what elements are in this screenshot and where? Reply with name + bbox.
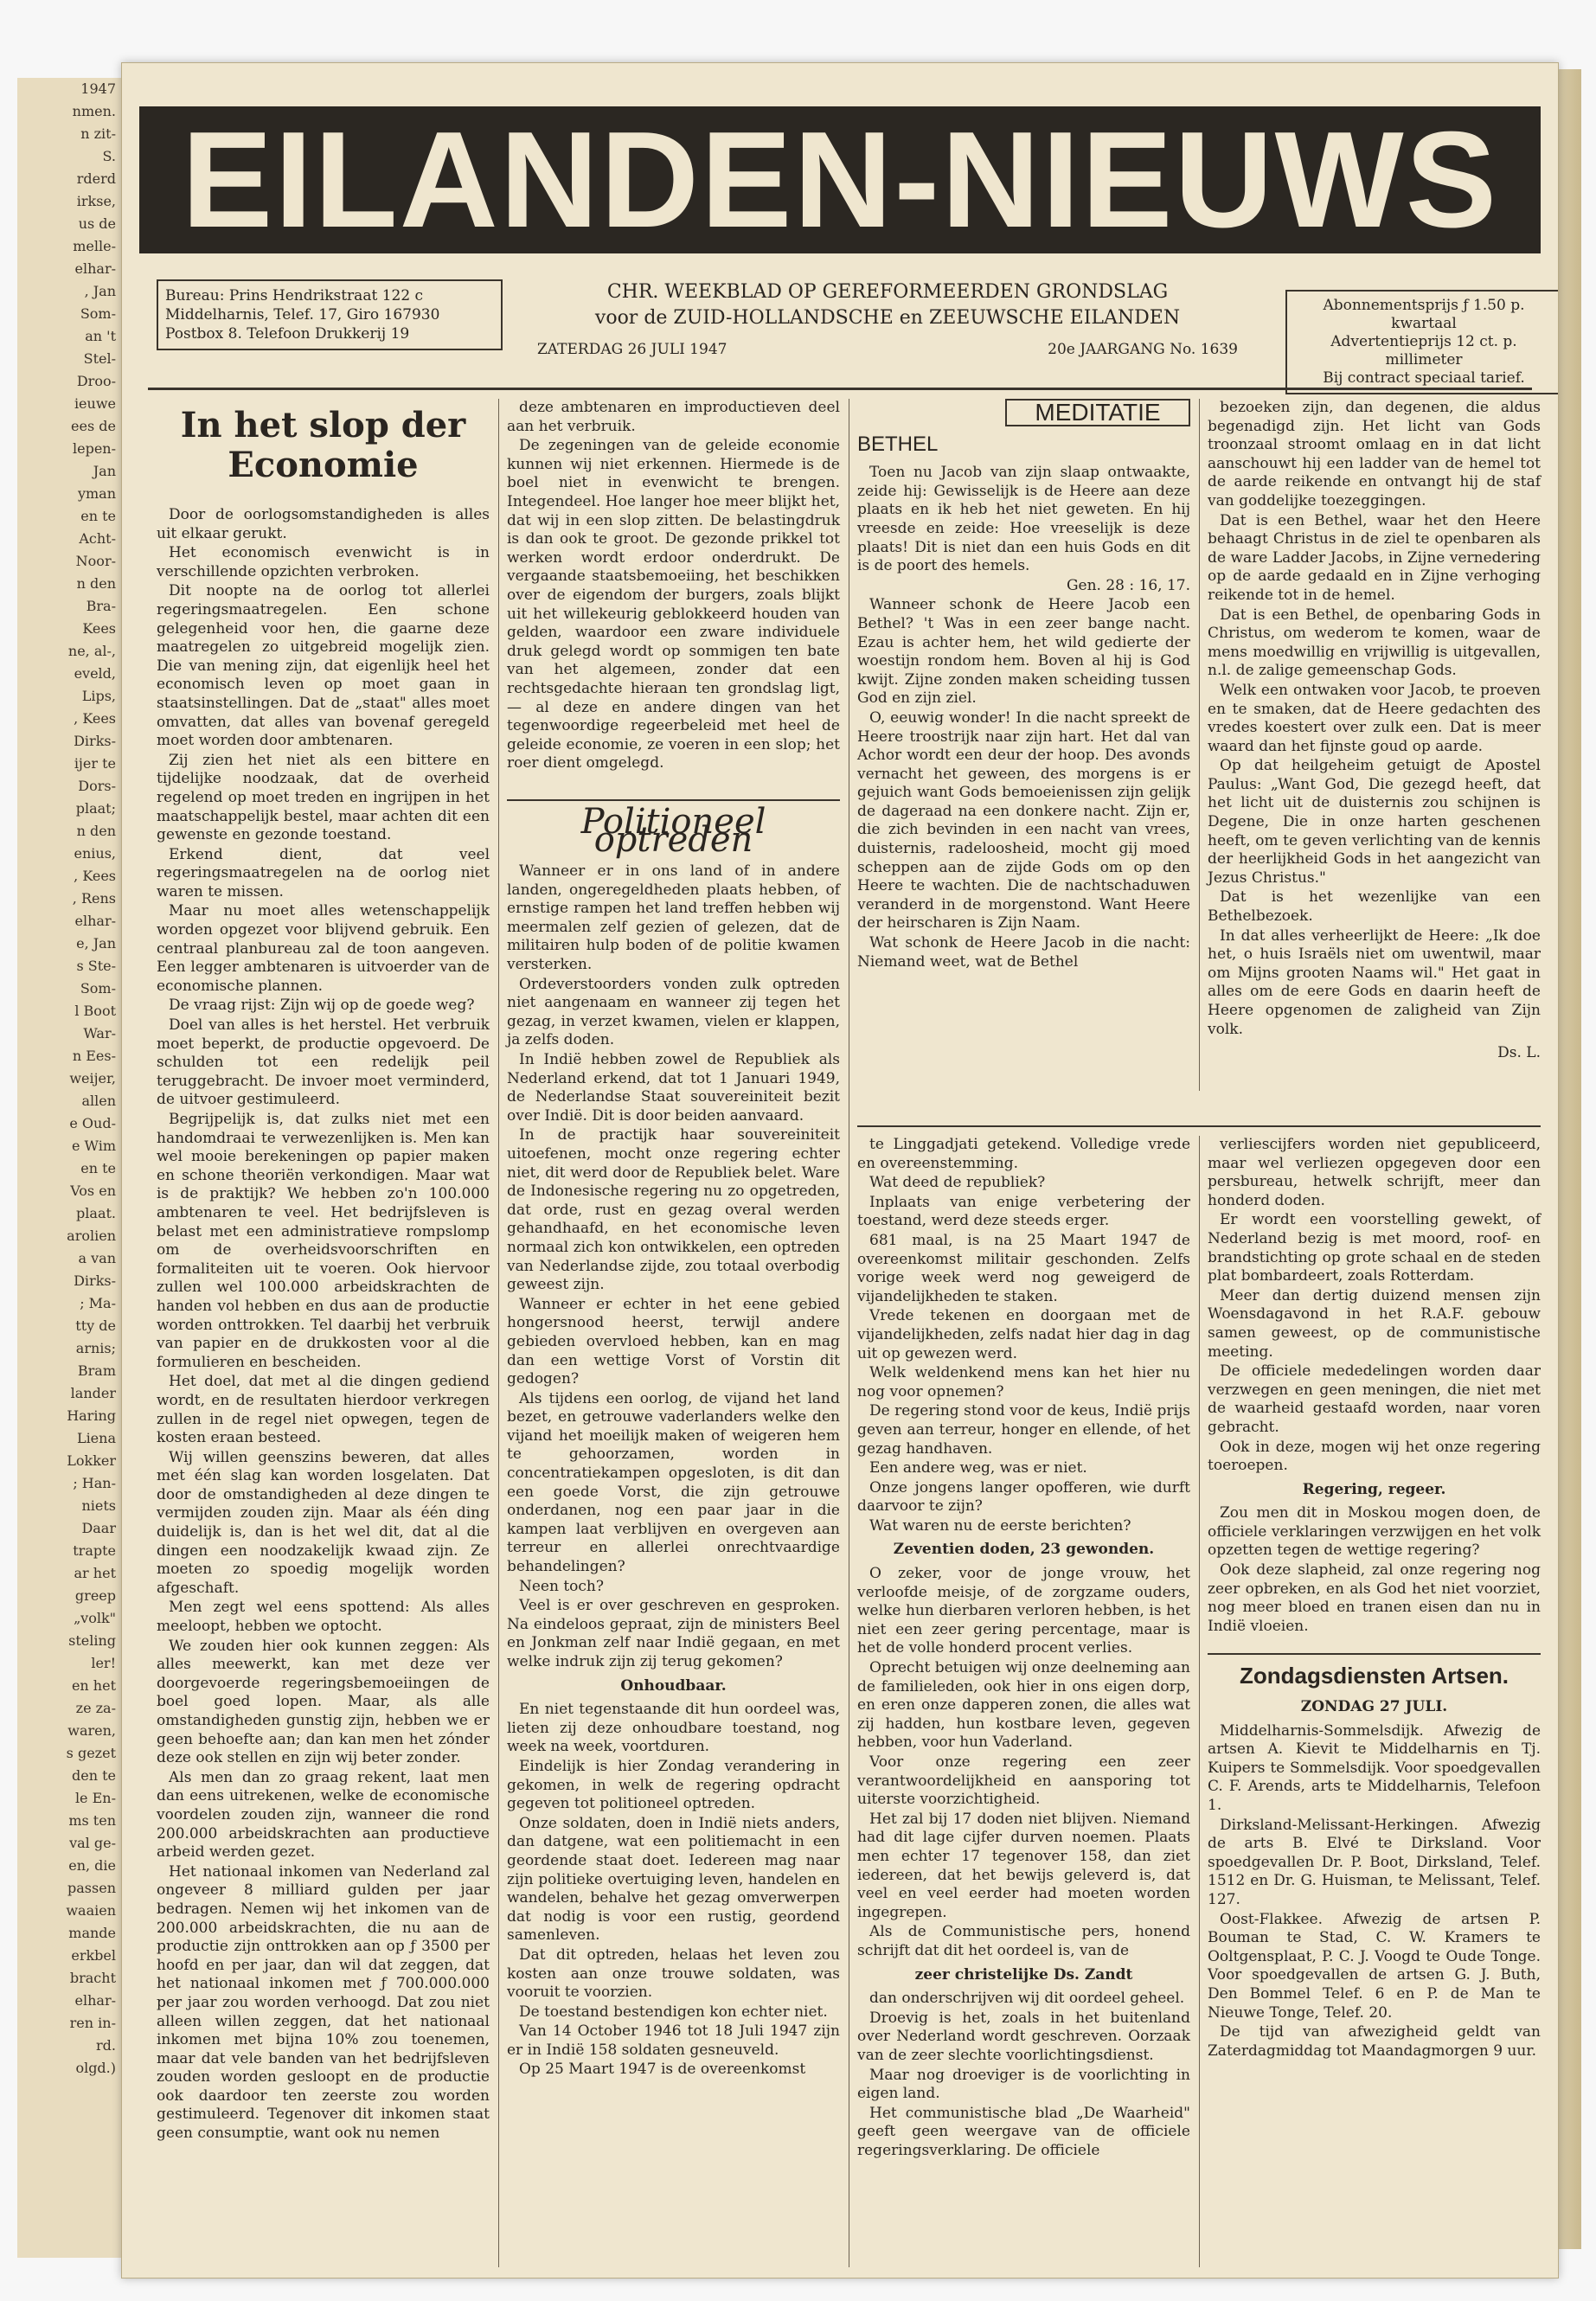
paragraph: Meer dan dertig duizend mensen zijn Woensdagavond in het R.A.F. gebouw samen geweest, op de communistische meeting. — [1208, 1286, 1541, 1361]
margin-fragment: weijer, — [69, 1070, 116, 1086]
subscription-line: Abonnementsprijs ƒ 1.50 p. kwartaal — [1323, 297, 1525, 332]
margin-fragment: Lokker — [67, 1452, 116, 1469]
paragraph: Als de Communistische pers, honend schrijft dat dit het oordeel is, van de — [857, 1923, 1190, 1959]
paragraph: Wanneer er echter in het eene gebied hongersnood heerst, terwijl andere gebieden overvloed hebben, kan en mag dan een wettige Vorst of Vorstin dit gedogen? — [507, 1295, 840, 1388]
paragraph: 681 maal, is na 25 Maart 1947 de overeenkomst militair geschonden. Zelfs vorige week werd nog geweigerd de vijandelijkheden te staken. — [857, 1231, 1190, 1305]
article-body — [507, 1701, 840, 2080]
margin-fragment: waren, — [67, 1722, 116, 1739]
paragraph: O zeker, voor de jonge vrouw, het verloofde meisje, of de zorgzame ouders, welke hun dierbaren verloren hebben, is het niet een zeer gering percentage, maar is het de volle honderd procent verlies. — [857, 1565, 1190, 1657]
margin-fragment: ; Han- — [73, 1475, 116, 1491]
article-body — [1208, 1504, 1541, 1636]
margin-fragment: , Kees — [74, 710, 116, 727]
margin-fragment: , Rens — [72, 890, 116, 907]
column-divider — [1199, 1136, 1200, 2267]
paragraph: Neen toch? — [519, 1577, 604, 1595]
paragraph: Onze soldaten, doen in Indië niets anders, dan datgene, wat een politiemacht in een geordende staat doet. Iedereen mag naar zijn politieke overtuiging leven, handelen en wandelen, behalve het gezag omverwerpen dat nodig is voor een rustig, geordend samenleven. — [507, 1814, 840, 1945]
article-continuation — [507, 399, 840, 773]
margin-fragment: Bram — [77, 1362, 116, 1379]
meditatie-right — [1208, 399, 1541, 1063]
margin-fragment: Vos en — [70, 1183, 116, 1199]
subheading: zeer christelijke Ds. Zandt — [914, 1965, 1133, 1984]
margin-fragment: greep — [74, 1587, 116, 1604]
margin-fragment: elhar- — [74, 913, 116, 929]
margin-fragment: Lips, — [81, 688, 116, 704]
bureau-box — [157, 279, 503, 350]
margin-fragment: en, die — [68, 1857, 116, 1874]
margin-fragment: irkse, — [76, 193, 116, 209]
margin-fragment: en te — [80, 1160, 116, 1176]
margin-fragment: ren in- — [69, 2015, 116, 2031]
margin-fragment: Bra- — [86, 598, 116, 614]
issue-volume: 20e JAARGANG No. 1639 — [1048, 341, 1238, 358]
paragraph: In Indië hebben zowel de Republiek als Nederland erkend, dat tot 1 Januari 1949, de Nederlandse Staat souvereiniteit bezit over Indië. Dit is door beiden aanvaard. — [507, 1051, 840, 1125]
paragraph: te Linggadjati getekend. Volledige vrede en overeenstemming. — [857, 1136, 1190, 1172]
paragraph: Ordeverstoorders vonden zulk optreden niet aangenaam en wanneer zij tegen het gezag, in verzet kwamen, vielen er klappen, ja zelfs doden. — [507, 975, 840, 1049]
signature: Ds. L. — [1497, 1044, 1541, 1062]
article-body — [857, 1136, 1190, 1535]
issue-date: ZATERDAG 26 JULI 1947 — [537, 341, 727, 358]
bureau-line: Postbox 8. Telefoon Drukkerij 19 — [165, 325, 410, 343]
margin-fragment: l Boot — [74, 1003, 116, 1019]
masthead-title: EILANDEN-NIEUWS — [181, 106, 1499, 253]
paragraph: In dat alles verheerlijkt de Heere: „Ik doe het, o huis Israëls niet om uwentwil, maar om Mijns grooten Naams wil." Het gaat in alles om de eere Gods en daarin heeft de Heere opgenomen de zaligheid van Zijn volk. — [1208, 926, 1541, 1038]
margin-fragment: Acht- — [79, 530, 116, 547]
margin-fragment: e Wim — [71, 1138, 116, 1154]
page-edge — [1557, 69, 1581, 2249]
paragraph: Dat dit optreden, helaas het leven zou kosten aan onze trouwe soldaten, was vooruit te voorzien. — [507, 1945, 840, 2002]
paragraph: Wat schonk de Heere Jacob in die nacht: Niemand weet, wat de Bethel — [857, 934, 1190, 971]
column-divider — [1199, 399, 1200, 1091]
margin-fragment: passen — [67, 1880, 116, 1896]
masthead-rule — [148, 388, 1532, 390]
column-4 — [1208, 1136, 1541, 2061]
margin-fragment: Dirks- — [74, 733, 116, 749]
paragraph: Op 25 Maart 1947 is de overeenkomst — [519, 2061, 806, 2079]
margin-fragment: lander — [70, 1385, 116, 1401]
margin-fragment: allen — [81, 1093, 116, 1109]
margin-fragment: e Oud- — [69, 1115, 116, 1131]
margin-fragment: a van — [78, 1250, 116, 1266]
column-divider — [498, 399, 499, 2267]
margin-fragment: Noor- — [75, 553, 116, 569]
margin-fragment: Liena — [76, 1430, 116, 1446]
paragraph: Middelharnis-Sommelsdijk. Afwezig de artsen A. Kievit te Middelharnis en Tj. Kuipers te Sommelsdijk. Voor spoedgevallen C. F. Arends, arts te Middelharnis, Telefoon 1. — [1208, 1721, 1541, 1814]
meditatie-label: MEDITATIE — [1005, 399, 1190, 426]
margin-fragment: 1947 — [80, 80, 116, 97]
margin-fragment: ieuwe — [74, 395, 116, 412]
margin-fragment: ze za- — [75, 1700, 116, 1716]
paragraph: De vraag rijst: Zijn wij op de goede weg? — [169, 997, 475, 1015]
paragraph: O, eeuwig wonder! In die nacht spreekt de Heere troostrijk naar zijn hart. Het dal van Achor wordt een deur der hoop. Des avonds vernacht het geween, des morgens is er gejuich want Gods bemoeienissen zijn gelijk de dageraad na een donkere nacht. Zijn er, die zich bevinden in een nacht van vrees, duisternis, radeloosheid, mocht gij moed scheppen aan de zijde Gods om op den Heere te wachten. Die de nachtschaduwen veranderd in de morgenstond. Want Heere der heirscharen is Zijn Naam. — [857, 708, 1190, 933]
margin-fragment: enius, — [74, 845, 116, 862]
margin-fragment: rd. — [96, 2037, 116, 2054]
paragraph: Welk weldenkend mens kan het hier nu nog voor opnemen? — [857, 1364, 1190, 1400]
margin-fragment: en te — [80, 508, 116, 524]
paragraph: En niet tegenstaande dit hun oordeel was, lieten zij deze onhoudbare toestand, nog week na week, voortduren. — [507, 1701, 840, 1756]
paragraph: Vrede tekenen en doorgaan met de vijandelijkheden, zelfs nadat hier dag in dag uit op gewezen werd. — [857, 1307, 1190, 1362]
subscription-line: Advertentieprijs 12 ct. p. millimeter — [1330, 333, 1517, 369]
article-body — [1208, 1136, 1541, 1476]
margin-fragment: olgd.) — [75, 2060, 116, 2076]
paragraph: Erkend dient, dat veel regeringsmaatregelen na de oorlog niet waren te missen. — [157, 845, 490, 901]
paragraph: Het zal bij 17 doden niet blijven. Niemand had dit lage cijfer durven noemen. Plaats men echter 17 tegenover 158, dan ziet iedereen, dat het bewijs geleverd is, dat veel en veel eerder had moeten worden ingegrepen. — [857, 1810, 1190, 1921]
column-2 — [507, 399, 840, 2080]
margin-fragment: niets — [81, 1497, 116, 1514]
margin-fragment: n zit- — [80, 125, 116, 142]
paragraph: Ook deze slapheid, zal onze regering nog zeer opbreken, en als God het niet voorziet, nog meer bloed en tranen eisen dan nu in Indië vloeien. — [1208, 1561, 1541, 1635]
margin-fragment: Stel- — [83, 350, 116, 367]
paragraph: Ook in deze, mogen wij het onze regering toeroepen. — [1208, 1438, 1541, 1475]
margin-fragment: arolien — [67, 1227, 116, 1244]
subheading: Onhoudbaar. — [620, 1676, 727, 1695]
margin-fragment: steling — [68, 1632, 116, 1649]
meditatie-body — [857, 596, 1190, 971]
paragraph: Veel is er over geschreven en gesproken. Na eindeloos gepraat, zijn de ministers Beel en Jonkman zelf naar Indië gegaan, en met welke indruk zijn zij terug gekomen? — [507, 1597, 840, 1670]
column-3 — [857, 1136, 1190, 2161]
margin-fragment: ne, al-, — [67, 643, 116, 659]
margin-fragment: Daar — [81, 1520, 116, 1536]
margin-fragment: us de — [78, 215, 116, 232]
margin-fragment: n Ees- — [72, 1048, 116, 1064]
paragraph: Onze jongens langer opofferen, wie durft daarvoor te zijn? — [857, 1478, 1190, 1516]
paragraph: Inplaats van enige verbetering der toestand, werd deze steeds erger. — [857, 1193, 1190, 1230]
article-body — [857, 1565, 1190, 1960]
margin-fragment: plaat. — [76, 1205, 116, 1221]
margin-fragment: ar het — [74, 1565, 116, 1581]
section-rule — [507, 799, 840, 801]
margin-fragment: , Kees — [74, 868, 116, 884]
meditatie-title: BETHEL — [857, 432, 939, 456]
margin-fragment: val ge- — [69, 1835, 116, 1851]
margin-fragment: „volk" — [74, 1610, 116, 1626]
margin-fragment: Som- — [80, 980, 116, 997]
margin-fragment: nmen. — [72, 103, 116, 119]
subscription-box — [1285, 290, 1559, 394]
paragraph: Maar nu moet alles wetenschappelijk worden opgezet voor blijvend gebruik. Een centraal planbureau zal de toon aangeven. Een legger ambtenaren is uitvoerder van de economische plannen. — [157, 902, 490, 995]
bible-reference: Gen. 28 : 16, 17. — [1066, 576, 1190, 594]
paragraph: Dat is een Bethel, de openbaring Gods in Christus, om wederom te komen, waar de mens moedwillig en vrijwillig is uitgevallen, n.l. de zalige gemeenschap Gods. — [1208, 606, 1541, 680]
paragraph: Men zegt wel eens spottend: Als alles meeloopt, hebben we optocht. — [157, 1599, 490, 1636]
margin-fragment: erkbel — [71, 1947, 116, 1964]
paragraph: Dat is een Bethel, waar het den Heere behaagt Christus in de ziel te openbaren als de ware Ladder Jacobs, in Zijne vernedering op de aarde gedaald en in Zijne verhoging reikende tot in de hemel. — [1208, 511, 1541, 604]
bureau-line: Bureau: Prins Hendrikstraat 122 c — [165, 287, 424, 304]
paragraph: De tijd van afwezigheid geldt van Zaterdagmiddag tot Maandagmorgen 9 uur. — [1208, 2023, 1541, 2060]
margin-fragment: ees de — [71, 418, 116, 434]
paragraph: Het nationaal inkomen van Nederland zal ongeveer 8 milliard gulden per jaar bedragen. Nemen wij het inkomen van de 200.000 arbeidskrachten, die nu aan de productie zijn onttrokken aan op ƒ 3500 per hoofd en per jaar, dan wil dat zeggen, dat het nationaal inkomen met ƒ 700.000.000 per jaar zou worden verhoogd. Dat zou niet alleen willen zeggen, dat het nationaal inkomen met bijna 10% zou toenemen, maar dat vele banden van het bedrijfsleven zouden worden gesloopt en de productie ook daardoor ten zeerste zou worden gestimuleerd. Tegenover dit inkomen staat geen consumptie, want ook nu nemen — [157, 1862, 490, 2143]
margin-fragment: bracht — [69, 1970, 116, 1986]
margin-fragment: en het — [71, 1677, 116, 1694]
tagline — [511, 279, 1264, 362]
artsen-date: ZONDAG 27 JULI. — [1300, 1698, 1448, 1716]
article-body — [507, 862, 840, 1672]
article-title: Politioneel optreden — [580, 801, 766, 861]
margin-fragment: Dirks- — [74, 1272, 116, 1289]
paragraph: Wat waren nu de eerste berichten? — [869, 1516, 1131, 1535]
margin-fragment: rderd — [76, 170, 116, 187]
margin-fragment: Som- — [80, 305, 116, 322]
paragraph: In de practijk haar souvereiniteit uitoefenen, mocht onze regering echter niet, dit werd door de Republiek belet. Ware de Indonesische regering nu zo opgetreden, dat orde, rust en gezag overal werden gehandhaafd, en het economische leven normaal zich kon ontwikkelen, een optreden van Nederlandse zijde, zou totaal overbodig geweest zijn. — [507, 1126, 840, 1294]
margin-fragment: Haring — [67, 1407, 116, 1424]
margin-fragment: lepen- — [72, 440, 116, 457]
previous-page-margin — [17, 78, 124, 2258]
paragraph: Als men dan zo graag rekent, laat men dan eens uitrekenen, welke de economische voordelen zouden zijn, wanneer die rond 200.000 arbeidskrachten aan productieve arbeid werden gezet. — [157, 1768, 490, 1862]
masthead — [139, 106, 1541, 253]
margin-fragment: yman — [77, 485, 116, 502]
margin-fragment: an 't — [85, 328, 116, 344]
margin-fragment: n den — [76, 823, 116, 839]
margin-fragment: mande — [68, 1925, 116, 1941]
margin-fragment: plaat; — [75, 800, 116, 817]
column-1 — [157, 399, 490, 2144]
meditatie-left — [857, 399, 1190, 972]
paragraph: Van 14 October 1946 tot 18 Juli 1947 zijn er in Indië 158 soldaten gesneuveld. — [507, 2022, 840, 2059]
margin-fragment: ler! — [91, 1655, 116, 1671]
paragraph: Wanneer schonk de Heere Jacob een Bethel? 't Was in een zeer bange nacht. Ezau is achter hem, het wild gedierte der woestijn rondom hem. Boven al hij is God kwijt. Zijne zonden maken scheiding tussen God en zijn ziel. — [857, 596, 1190, 708]
margin-fragment: e, Jan — [76, 935, 116, 952]
paragraph: Als tijdens een oorlog, de vijand het land bezet, en getrouwe vaderlanders welke den vijand het moeilijk maken of weigeren hem te gehoorzamen, worden in concentratiekampen opgesloten, is dit dan een goede Vorst, die zijn getrouwe onderdanen, nog een paar jaar in die kampen laat verblijven en overgeven aan terreur en allerlei onrechtvaardige behandelingen? — [507, 1389, 840, 1576]
margin-fragment: den te — [72, 1767, 116, 1784]
margin-fragment: ; Ma- — [80, 1295, 116, 1311]
bureau-line: Middelharnis, Telef. 17, Giro 167930 — [165, 306, 440, 324]
paragraph: deze ambtenaren en improductieven deel aan het verbruik. — [507, 399, 840, 435]
paragraph: Begrijpelijk is, dat zulks niet met een handomdraai te verwezenlijken is. Men kan wel mooie berekeningen op papier maken en schone theoriën verkondigen. Maar wat is de praktijk? We hebben zo'n 100.000 ambtenaren te veel. Het bedrijfsleven is belast met een administratieve rompslomp om de overheidsvoorschriften en formaliteiten uit te voeren. Ook hiervoor zullen wel 100.000 arbeidskrachten de handen vol hebben en dus aan de productie worden onttrokken. Tel daarbij het verbruik van papier en de drukkosten voor al die formulieren en bescheiden. — [157, 1111, 490, 1371]
subheading: Zeventien doden, 23 gewonden. — [893, 1541, 1155, 1559]
margin-fragment: eveld, — [74, 665, 116, 682]
bible-quote: Toen nu Jacob van zijn slaap ontwaakte, zeide hij: Gewisselijk is de Heere aan deze plaats en ik heb het niet geweten. En hij vreesde en zeide: Hoe vreeselijk is deze plaats! Dit is niet dan een huis Gods en dit is de poort des hemels. — [857, 464, 1190, 575]
artsen-list — [1208, 1722, 1541, 2061]
margin-fragment: , Jan — [84, 283, 116, 299]
margin-fragment: elhar- — [74, 260, 116, 277]
margin-fragment: s gezet — [66, 1745, 116, 1761]
paragraph: Het economisch evenwicht is in verschillende opzichten verbroken. — [157, 544, 490, 580]
margin-fragment: elhar- — [74, 1992, 116, 2009]
paragraph: De zegeningen van de geleide economie kunnen wij niet erkennen. Hiermede is de boel niet in evenwicht te brengen. Integendeel. Hoe langer hoe meer blijkt het, dat wij in een slop zitten. De belastingdruk is dan ook te groot. De gezonde prikkel tot werken wordt erdoor onderdrukt. De vergaande staatsbemoeiing, het beschikken over de eigendom der burgers, zoals blijkt uit het willekeurig geblokkeerd houden van gelden, waardoor een zware individuele druk gelegd wordt op sommigen ten bate van het algemeen, zonder dat een rechtsgedachte hieraan ten grondslag ligt, — al deze en andere dingen van het tegenwoordige regeerbeleid met heel de geleide economie, ze voeren in een slop; het roer dient omgelegd. — [507, 437, 840, 772]
paragraph: Oost-Flakkee. Afwezig de artsen P. Bouman te Stad, C. W. Kramers te Ooltgensplaat, P. C. J. Voogd te Oude Tonge. Voor spoedgevallen de artsen G. J. Buth, Den Bommel Telef. 6 en P. de Man te Nieuwe Tonge, Telef. 20. — [1208, 1910, 1541, 2022]
paragraph: Dirksland-Melissant-Herkingen. Afwezig de arts B. Elvé te Dirksland. Voor spoedgevallen Dr. P. Boot, Dirksland, Telef. 1512 en Dr. G. Huisman, te Melissant, Telef. 127. — [1208, 1816, 1541, 1908]
paragraph: Dat is het wezenlijke van een Bethelbezoek. — [1208, 888, 1541, 926]
section-rule — [1208, 1653, 1541, 1655]
paragraph: Het communistische blad „De Waarheid" geeft geen weergave van de officiele regeringsverklaring. De officiele — [857, 2104, 1190, 2159]
meditatie-body — [1208, 399, 1541, 1039]
margin-fragment: Kees — [82, 620, 116, 637]
subscription-line: Bij contract speciaal tarief. — [1323, 369, 1525, 387]
artsen-title: Zondagsdiensten Artsen. — [1239, 1663, 1509, 1689]
article-body — [157, 506, 490, 2144]
paragraph: Door de oorlogsomstandigheden is alles uit elkaar gerukt. — [157, 506, 490, 542]
paragraph: De officiele mededelingen worden daar verzwegen en geen meningen, die niet met de waarheid gestaafd worden, naar voren gebracht. — [1208, 1362, 1541, 1436]
margin-fragment: tty de — [75, 1317, 116, 1334]
paragraph: Wij willen geenszins beweren, dat alles met één slag kan worden losgelaten. Dat door de omstandigheden al deze dingen te vermijden zouden zijn. Maar als één ding duidelijk is, dan is het wel dit, dat al die dingen een noodzakelijk kwaad zijn. Ze moeten zo spoedig mogelijk worden afgeschaft. — [157, 1448, 490, 1597]
paragraph: Een andere weg, was er niet. — [869, 1459, 1087, 1477]
margin-fragment: melle- — [73, 238, 116, 254]
paragraph: Oprecht betuigen wij onze deelneming aan de familieleden, ook hier in ons eigen dorp, en eren onze dapperen zonen, die alles wat zij hadden, hun kostbare leven, gegeven hebben, voor hun Vaderland. — [857, 1659, 1190, 1752]
margin-fragment: ms ten — [68, 1812, 116, 1829]
paragraph: Welk een ontwaken voor Jacob, te proeven en te smaken, dat de Heere gedachten des vredes koestert over zulk een. Dat is meer waard dan het fijnste goud op aarde. — [1208, 681, 1541, 755]
margin-fragment: trapte — [73, 1542, 116, 1559]
margin-fragment: Droo- — [76, 373, 116, 389]
section-rule — [857, 1125, 1541, 1127]
paragraph: Doel van alles is het herstel. Het verbruik moet beperkt, de productie opgevoerd. De schulden tot een redelijk peil teruggebracht. De invoer moet verminderd, de uitvoer gestimuleerd. — [157, 1016, 490, 1109]
subheading: Regering, regeer. — [1302, 1480, 1446, 1498]
paragraph: Zou men dit in Moskou mogen doen, de officiele verklaringen verzwijgen en het volk opzetten tegen de wettige regering? — [1208, 1504, 1541, 1560]
tagline-line2: voor de ZUID-HOLLANDSCHE en ZEEUWSCHE EILANDEN — [594, 307, 1181, 329]
paragraph: De regering stond voor de keus, Indië prijs geven aan terreur, honger en ellende, of het gezag handhaven. — [857, 1402, 1190, 1458]
article-body — [857, 1990, 1190, 2160]
paragraph: We zouden hier ook kunnen zeggen: Als alles meewerkt, kan met deze ver doorgevoerde regeringsbemoeiingen de boel goed lopen. Maar, als alle omstandigheden gunstig zijn, hebben we er geen behoefte aan; dan kan men het zónder deze ook stellen en zijn wij beter zonder. — [157, 1637, 490, 1767]
paragraph: Droevig is het, zoals in het buitenland over Nederland wordt geschreven. Oorzaak van de zeer slechte voorlichtingsdienst. — [857, 2009, 1190, 2064]
margin-fragment: n den — [76, 575, 116, 592]
paragraph: Op dat heilgeheim getuigt de Apostel Paulus: „Want God, Die gezegd heeft, dat het licht uit de duisternis zou schijnen is Degene, Die in onze harten geschenen heeft, om te geven verlichting van de kennis der heerlijkheid Gods in het aangezicht van Jezus Christus." — [1208, 757, 1541, 887]
paragraph: Wat deed de republiek? — [869, 1174, 1046, 1192]
paragraph: bezoeken zijn, dan degenen, die aldus begenadigd zijn. Het licht van Gods troonzaal stroomt omlaag en in dat licht aanschouwt hij een ladder van de hemel tot de aarde reikende en ontvangt hij de staf van goddelijke toezeggingen. — [1208, 399, 1541, 510]
paragraph: Het doel, dat met al die dingen gediend wordt, en de resultaten hierdoor verkregen zullen in de regel niet opwegen, tegen de kosten eraan besteed. — [157, 1373, 490, 1447]
paragraph: Wanneer er in ons land of in andere landen, ongeregeldheden plaats hebben, of ernstige rampen het land treffen hebben wij meermalen zelf gezien of gelezen, dat de militairen hulp boden of de politie kwamen versterken. — [507, 862, 840, 974]
newspaper-page — [121, 62, 1559, 2279]
paragraph: verliescijfers worden niet gepubliceerd, maar wel verliezen opgegeven door een persbureau, hetwelk schrijft, meer dan honderd doden. — [1208, 1136, 1541, 1209]
article-title: In het slop der Economie — [180, 405, 466, 485]
paragraph: Maar nog droeviger is de voorlichting in eigen land. — [857, 2066, 1190, 2103]
margin-fragment: le En- — [74, 1790, 116, 1806]
margin-fragment: arnis; — [75, 1340, 116, 1356]
paragraph: De toestand bestendigen kon echter niet. — [519, 2003, 828, 2021]
paragraph: Dit noopte na de oorlog tot allerlei regeringsmaatregelen. Een schone gelegenheid voor hen, die gaarne deze maatregelen zo uitgebreid mogelijk zien. Die van mening zijn, dat eigenlijk heel het economisch leven op moet gaan in staatsinstellingen. Dat de „staat" alles moet omvatten, dat alles van bovenaf geregeld moet worden door ambtenaren. — [157, 582, 490, 750]
margin-fragment: S. — [102, 148, 116, 164]
margin-fragment: s Ste- — [76, 958, 116, 974]
paragraph: Voor onze regering een zeer verantwoordelijkheid en aansporing tot uiterste voorzichtigheid. — [857, 1753, 1190, 1809]
margin-fragment: War- — [83, 1025, 116, 1042]
paragraph: Eindelijk is hier Zondag verandering in gekomen, in welk de regering opdracht gegeven tot politioneel optreden. — [507, 1757, 840, 1813]
margin-fragment: Jan — [93, 463, 116, 479]
margin-fragment: Dors- — [78, 778, 116, 794]
paragraph: Zij zien het niet als een bittere en tijdelijke noodzaak, dat de overheid regelend op moet treden en ingrijpen in het maatschappelijk bestel, maar achten dit een gewenste en gezonde toestand. — [157, 751, 490, 844]
paragraph: dan onderschrijven wij dit oordeel geheel. — [869, 1990, 1185, 2008]
paragraph: Er wordt een voorstelling gewekt, of Nederland bezig is met moord, roof- en brandstichting op grote schaal en de steden plat bombardeert, zoals Rotterdam. — [1208, 1211, 1541, 1285]
margin-fragment: ijer te — [74, 755, 116, 772]
margin-fragment: waaien — [66, 1902, 116, 1919]
tagline-line1: CHR. WEEKBLAD OP GEREFORMEERDEN GRONDSLAG — [606, 281, 1169, 303]
